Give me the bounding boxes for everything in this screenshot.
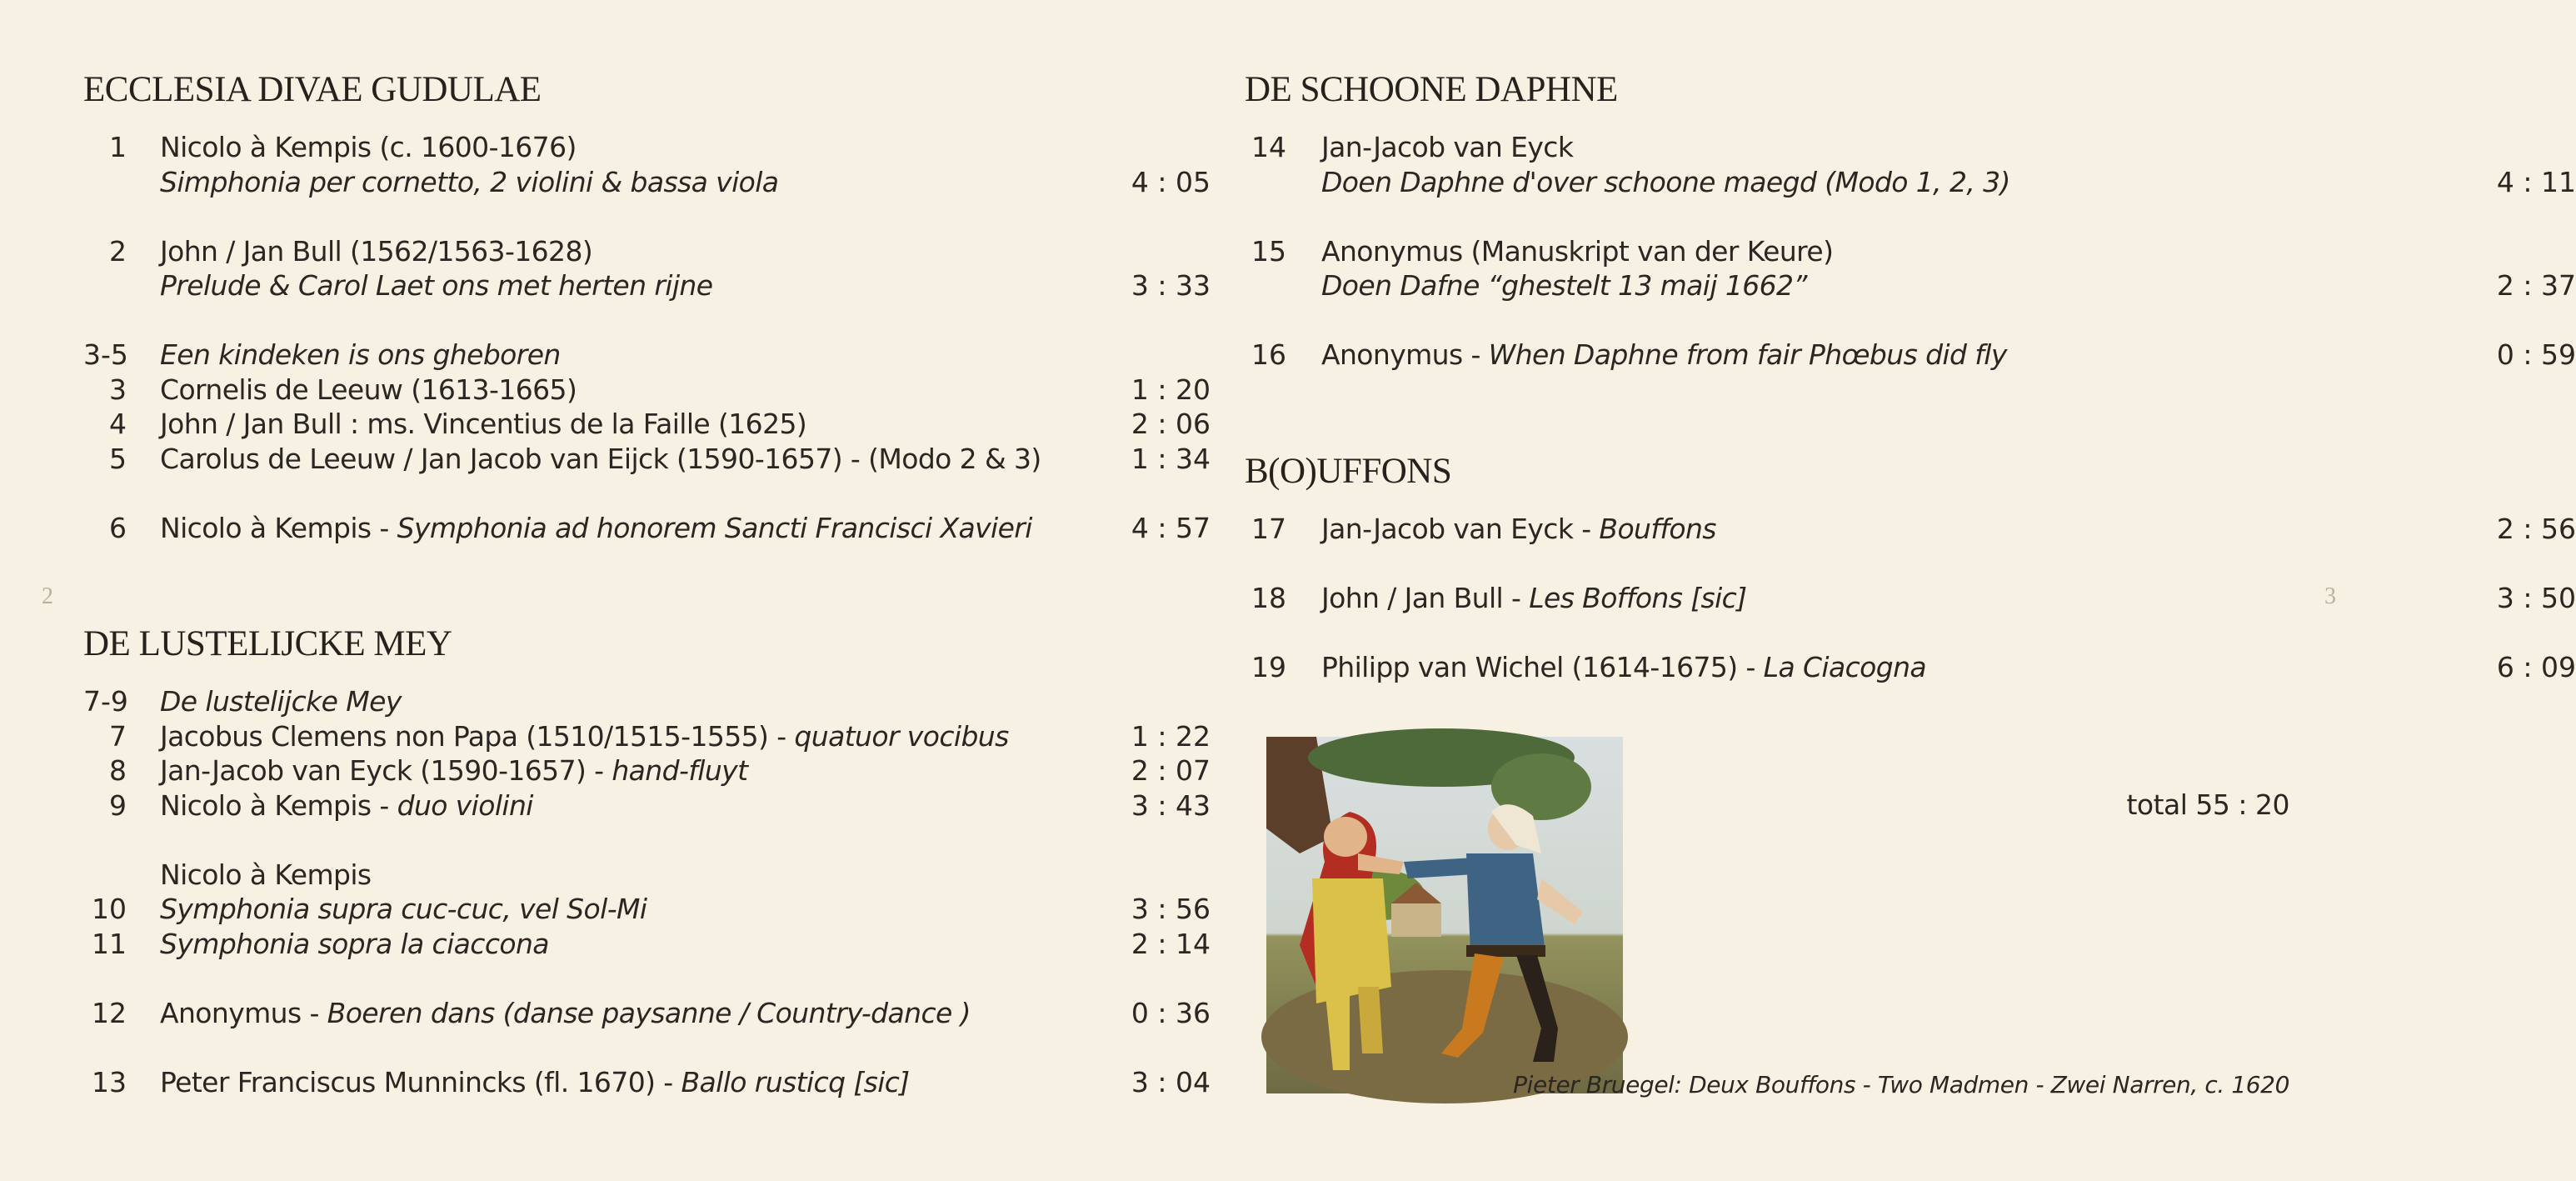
track-duration: 2 : 06 [1131, 408, 1211, 440]
track-duration: 2 : 37 [2496, 269, 2576, 302]
track-4 [83, 407, 1211, 442]
section-bouffons [1245, 450, 2576, 685]
track-composer: Nicolo à Kempis (c. 1600-1676) [160, 131, 577, 163]
track-duration: 1 : 34 [1131, 442, 1211, 475]
track-duration: 1 : 22 [1131, 719, 1211, 753]
track-work: hand-fluyt [612, 754, 748, 787]
track-duration: 4 : 57 [1131, 511, 1211, 544]
track-duration: 3 : 33 [1131, 269, 1211, 302]
track-work: Bouffons [1599, 513, 1716, 545]
composer-heading [83, 858, 1133, 893]
track-16 [1245, 338, 2576, 373]
track-number: 9 [109, 788, 127, 822]
track-15 [1245, 234, 2294, 269]
track-text: John / Jan Bull : ms. Vincentius de la Faille (1625) [160, 408, 807, 440]
track-number: 4 [109, 408, 127, 440]
track-text [1321, 581, 1746, 616]
track-group-3-5 [83, 338, 1133, 373]
track-work: quatuor vocibus [794, 719, 1009, 753]
group-title: De lustelijcke Mey [160, 685, 402, 718]
track-number: 19 [1251, 651, 1286, 683]
track-18 [1245, 581, 2576, 616]
track-work: When Daphne from fair Phœbus did fly [1488, 338, 2007, 371]
track-duration: 2 : 56 [2496, 513, 2576, 545]
track-17 [1245, 512, 2576, 547]
page-number-right: 3 [2324, 583, 2336, 609]
track-text [160, 1065, 910, 1100]
track-duration: 6 : 09 [2496, 651, 2576, 683]
track-number: 18 [1251, 582, 1286, 614]
track-8 [83, 753, 1211, 788]
track-text [160, 719, 1009, 754]
track-composer: John / Jan Bull - [1321, 582, 1530, 614]
section-title: B(O)UFFONS [1245, 452, 1452, 491]
track-duration: 1 : 20 [1131, 373, 1211, 406]
track-text [160, 788, 533, 823]
track-19 [1245, 650, 2576, 685]
track-composer: John / Jan Bull (1562/1563-1628) [160, 234, 593, 268]
track-number: 3 [109, 373, 127, 406]
track-duration: 3 : 43 [1131, 788, 1211, 822]
track-7 [83, 719, 1211, 754]
track-text: Carolus de Leeuw / Jan Jacob van Eijck (1590-1657) - (Modo 2 & 3) [160, 442, 1041, 475]
track-duration: 3 : 50 [2496, 582, 2576, 614]
track-13 [83, 1065, 1211, 1100]
track-text [160, 511, 1032, 546]
track-composer: Anonymus (Manuskript van der Keure) [1321, 234, 1834, 268]
track-number: 14 [1251, 131, 1286, 163]
track-5 [83, 442, 1211, 477]
track-11 [83, 927, 1211, 962]
track-12 [83, 996, 1211, 1031]
bruegel-madmen-painting [1266, 737, 1623, 1093]
track-number: 5 [109, 442, 127, 475]
track-text [1321, 650, 1926, 685]
track-composer: Anonymus - [1321, 338, 1489, 371]
track-work: Symphonia ad honorem Sancti Francisci Xavieri [397, 511, 1032, 544]
left-page [0, 0, 1211, 1181]
painting-caption: Pieter Bruegel: Deux Bouffons - Two Madmen - Zwei Narren, c. 1620 [1513, 1071, 2289, 1098]
group-title: Een kindeken is ons gheboren [160, 338, 561, 371]
section-title: ECCLESIA DIVAE GUDULAE [83, 70, 542, 109]
track-duration: 2 : 07 [1131, 754, 1211, 787]
track-work: Symphonia supra cuc-cuc, vel Sol-Mi [160, 893, 647, 925]
track-number: 13 [92, 1065, 127, 1098]
page-number-left: 2 [42, 583, 53, 609]
track-duration: 3 : 56 [1131, 893, 1211, 925]
track-text [1321, 338, 2007, 373]
track-work: Doen Daphne d'over schoone maegd (Modo 1, 2, 3) [1321, 165, 2010, 198]
track-2 [83, 234, 1133, 269]
track-number: 1 [109, 131, 127, 163]
track-1-work [83, 165, 1211, 200]
track-2-work [83, 268, 1211, 303]
track-number: 15 [1251, 234, 1286, 268]
track-number: 16 [1251, 338, 1286, 371]
track-14-work [1245, 165, 2576, 200]
track-work: Ballo rusticq [sic] [681, 1065, 910, 1098]
track-work: La Ciacogna [1763, 651, 1927, 683]
section-title: DE SCHOONE DAPHNE [1245, 70, 1618, 109]
track-duration: 0 : 36 [1131, 996, 1211, 1029]
track-text [160, 996, 971, 1031]
track-duration: 4 : 11 [2496, 165, 2576, 198]
track-work: Boeren dans (danse paysanne / Country-dance ) [327, 996, 971, 1029]
track-work: Prelude & Carol Laet ons met herten rijne [160, 269, 713, 302]
total-duration: total 55 : 20 [2126, 788, 2289, 821]
track-work: Simphonia per cornetto, 2 violini & bassa viola [160, 165, 779, 198]
track-text: Cornelis de Leeuw (1613-1665) [160, 373, 577, 406]
track-group-7-9 [83, 684, 1133, 719]
track-text [1321, 512, 1716, 547]
track-number: 10 [92, 893, 127, 925]
track-composer: Nicolo à Kempis - [160, 511, 397, 544]
section-lustelijcke-mey [83, 623, 1211, 1099]
track-composer: Jacobus Clemens non Papa (1510/1515-1555) - [160, 719, 795, 753]
track-composer: Peter Franciscus Munnincks (fl. 1670) - [160, 1065, 681, 1098]
track-number: 6 [109, 511, 127, 544]
painting-image [1266, 737, 1623, 1093]
section-title: DE LUSTELIJCKE MEY [83, 624, 452, 663]
track-duration: 4 : 05 [1131, 165, 1211, 198]
track-15-work [1245, 268, 2576, 303]
track-3 [83, 373, 1211, 408]
section-ecclesia [83, 68, 1211, 545]
track-text [160, 753, 747, 788]
track-composer: Jan-Jacob van Eyck - [1321, 513, 1600, 545]
track-composer: Anonymus - [160, 996, 327, 1029]
track-number: 8 [109, 754, 127, 787]
track-number: 7 [109, 719, 127, 753]
track-6 [83, 511, 1211, 546]
track-number: 11 [92, 927, 127, 960]
track-9 [83, 788, 1211, 823]
track-number: 3-5 [83, 338, 128, 371]
track-work: duo violini [397, 788, 533, 822]
track-work: Les Boffons [sic] [1529, 582, 1747, 614]
track-duration: 0 : 59 [2496, 338, 2576, 371]
track-composer: Jan-Jacob van Eyck (1590-1657) - [160, 754, 612, 787]
track-duration: 3 : 04 [1131, 1065, 1211, 1098]
track-10 [83, 892, 1211, 927]
section-schoone-daphne [1245, 68, 2576, 373]
track-work: Symphonia sopra la ciaccona [160, 927, 549, 960]
track-14 [1245, 130, 2294, 165]
track-1 [83, 130, 1133, 165]
track-composer: Nicolo à Kempis [160, 858, 372, 891]
track-number: 17 [1251, 513, 1286, 545]
track-work: Doen Dafne “ghestelt 13 maij 1662” [1321, 269, 1807, 302]
track-composer: Jan-Jacob van Eyck [1321, 131, 1574, 163]
track-number: 2 [109, 234, 127, 268]
track-number: 7-9 [83, 685, 128, 718]
track-composer: Nicolo à Kempis - [160, 788, 397, 822]
track-number: 12 [92, 996, 127, 1029]
track-duration: 2 : 14 [1131, 927, 1211, 960]
track-composer: Philipp van Wichel (1614-1675) - [1321, 651, 1764, 683]
